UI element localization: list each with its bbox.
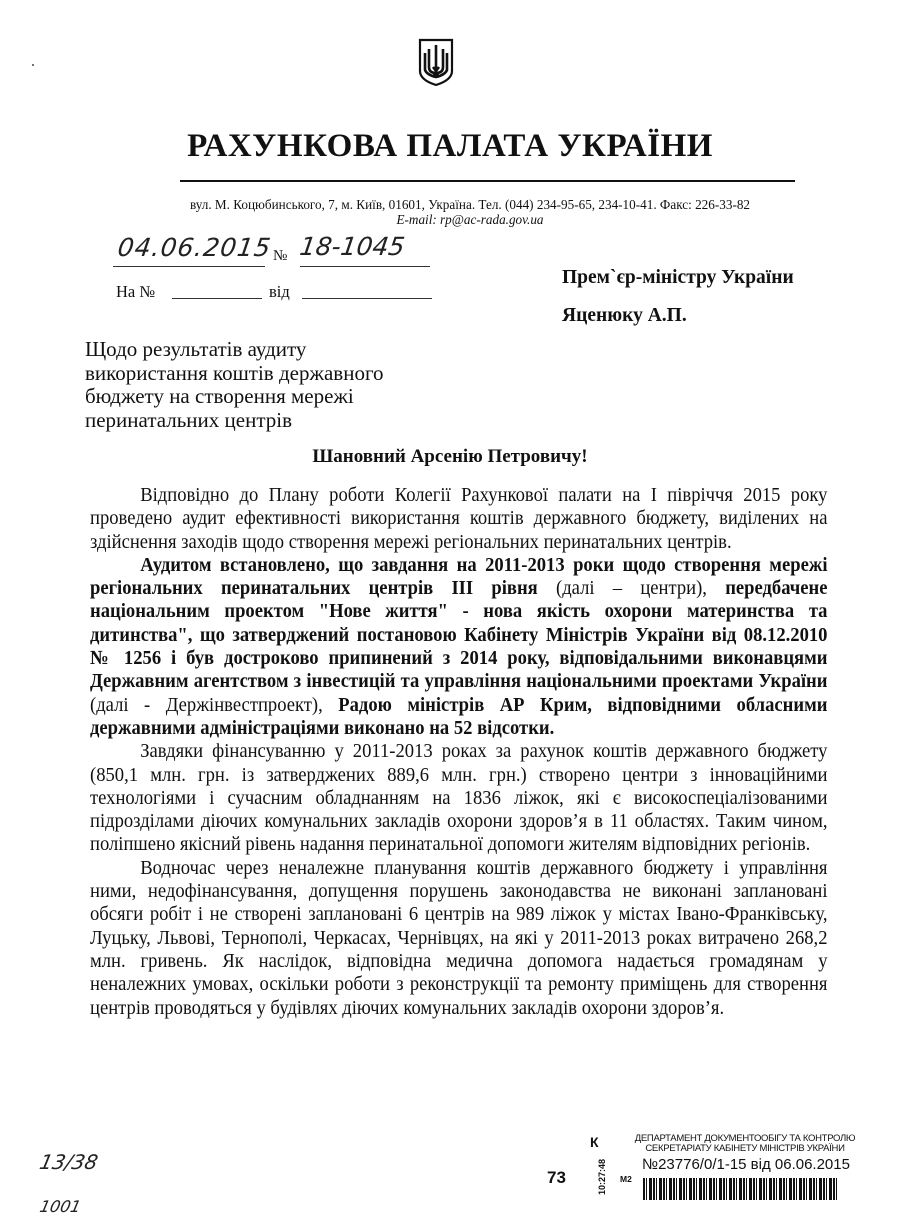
- stamp-department: ДЕПАРТАМЕНТ ДОКУМЕНТООБІГУ ТА КОНТРОЛЮ СЕКРЕТАРІАТУ КАБІНЕТУ МІНІСТРІВ УКРАЇНИ: [634, 1133, 856, 1154]
- reply-number-blank: [172, 298, 262, 299]
- subject-line-2: використання коштів державного: [85, 360, 384, 385]
- paragraph-4: Водночас через неналежне планування коштів державного бюджету і управління ними, недофінансування, допущення порушень законодавства не виконані заплановані обсяги робіт і не створені заплановані 6 центрів на 989 ліжок у містах Івано-Франківську, Луцьку, Львові, Тернополі, Черкасах, Чернівцях, на які у 2011-2013 роках витрачено 268,2 млн. гривень. Як наслідок, відповідна медична допомога надається громадянам у неналежних умовах, оскільки роботи з реконструкції та ремонту приміщень для створення центрів проводяться у будівлях діючих комунальних закладів охорони здоров’я.: [90, 856, 828, 1019]
- paragraph-2-note-d: (далі - Держінвестпроект),: [90, 693, 339, 716]
- subject-line-4: перинатальних центрів: [85, 407, 293, 432]
- handwritten-note: 13/38: [37, 1150, 101, 1174]
- number-sign: №: [273, 248, 288, 264]
- paragraph-2: [90, 554, 827, 740]
- subject-line-1: Щодо результатів аудиту: [85, 337, 307, 361]
- reply-date-blank: [302, 298, 432, 299]
- paragraph-3: Завдяки фінансуванню у 2011-2013 роках за рахунок коштів державного бюджету (850,1 млн. грн. із затверджених 889,6 млн. грн.) створено центри з інноваційними технологіями і сучасним обладнанням на 1836 ліжок, які є високоспеціалізованими підрозділами діючих комунальних закладів охорони здоров’я в 11 областях. Таким чином, поліпшено якісний рівень надання перинатальної допомоги жителям відповідних регіонів.: [90, 740, 828, 856]
- letterhead-divider: [180, 180, 795, 182]
- subject-line-3: бюджету на створення мережі: [85, 384, 354, 408]
- handwritten-code: 1001: [37, 1197, 83, 1216]
- subject-line: [85, 338, 425, 432]
- reply-to-label: На №: [116, 282, 156, 301]
- paragraph-2-bold-c: передбачене національним проектом "Нове життя" - нова якість охорони материнства та дитинства", що затверджений постановою Кабінету Міністрів України від 08.12.2010 № 1256 і був достроково припинений з 2014 року, відповідальними виконавцями Державним агентством з інвестицій та управління національними проектами України: [90, 577, 828, 693]
- stamp-time: 10:27:48: [597, 1158, 608, 1196]
- outgoing-date: 04.06.2015: [115, 233, 274, 262]
- email-address: E-mail: rp@ac-rada.gov.ua: [396, 212, 544, 227]
- stamp-letter: К: [590, 1134, 599, 1150]
- stamp-registration-number: №23776/0/1-15 від 06.06.2015: [642, 1156, 850, 1173]
- addressee-title: Прем`єр-міністру України: [562, 267, 794, 288]
- paragraph-2-note-a: (далі – центри),: [537, 577, 726, 600]
- letterhead-address: [100, 197, 840, 227]
- stamp-mark: М2: [620, 1174, 632, 1184]
- date-underline: [113, 266, 265, 267]
- paragraph-1: Відповідно до Плану роботи Колегії Рахункової палати на І півріччя 2015 року проведено аудит ефективності використання коштів державного бюджету, виділених на здійснення заходів щодо створення мережі регіональних перинатальних центрів.: [90, 484, 828, 553]
- reply-from-label: від: [269, 282, 290, 301]
- page-number: 73: [547, 1168, 566, 1187]
- registration-stamp: [590, 1134, 875, 1209]
- letter-body: [90, 484, 827, 1020]
- paragraph-2-bold-a: Аудитом встановлено, що завдання на 2011-2013 роки щодо створення мережі регіональних перинатальних центрів ІІІ рівня: [90, 553, 828, 600]
- barcode: [643, 1178, 838, 1200]
- number-underline: [300, 266, 430, 267]
- ukraine-trident-coat-of-arms-icon: [417, 37, 455, 87]
- outgoing-number: 18-1045: [297, 232, 407, 261]
- paragraph-2-bold-e: Радою міністрів АР Крим, відповідними обласними державними адміністраціями виконано на 52 відсотки.: [90, 693, 828, 739]
- scan-speck: [32, 64, 34, 66]
- addressee-name: Яценюку А.П.: [562, 305, 687, 326]
- organization-title: РАХУНКОВА ПАЛАТА УКРАЇНИ: [187, 128, 713, 164]
- salutation: Шановний Арсенію Петровичу!: [312, 446, 588, 467]
- addressee: [562, 259, 794, 335]
- postal-address: вул. М. Коцюбинського, 7, м. Київ, 01601, Україна. Тел. (044) 234-95-65, 234-10-41. Факс: 226-33-82: [189, 197, 751, 212]
